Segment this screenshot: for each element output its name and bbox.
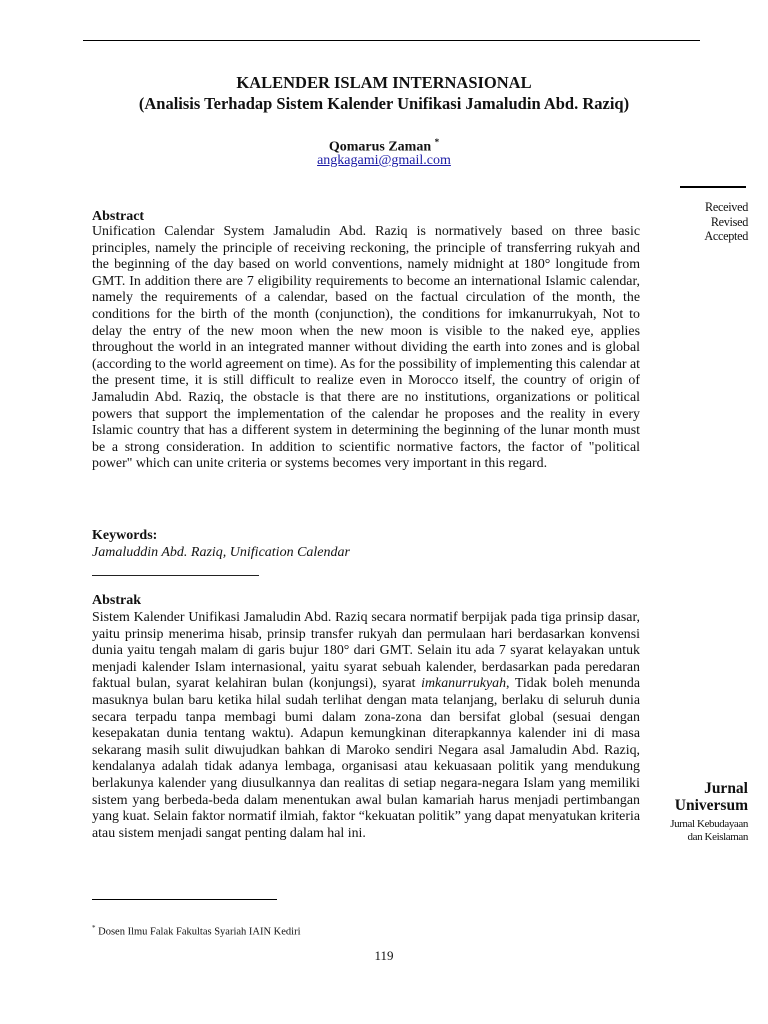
abstract-heading: Abstract [92, 209, 145, 224]
abstrak-text-part2: , Tidak boleh menunda masuknya bulan baru ketika hilal sudah terlihat dengan mata telanjang, berlaku di seluruh dunia secara terpadu tanpa membagi bumi dalam zona-zona dan bersifat global (sesuai dengan kesepakatan dunia tentang waktu). Adapun kemungkinan diterapkannya kalender ini di masa sekarang masih sulit diwujudkan bahkan di Maroko sendiri Negara asal Jamaludin Abd. Raziq, kendalanya adalah tidak adanya lembaga, organisasi atau kekuasaan politik yang mendukung berlakunya kalender yang diusulkannya dan realitas di setiap negara-negara Islam yang memiliki sistem yang berbeda-beda dalam menentukan awal bulan kamariah harus menjadi pertimbangan yang kuat. Selain faktor normatif ilmiah, faktor “kekuatan politik” yang dapat menyatukan kriteria atau sistem menjadi sangat penting dalam hal ini. [92, 676, 640, 841]
top-rule [83, 40, 700, 41]
abstrak-text-part1: Sistem Kalender Unifikasi Jamaludin Abd. Raziq secara normatif berpijak pada tiga prinsip dasar, yaitu prinsip menerima hisab, prinsip transfer rukyah dan permulaan hari berdasarkan konvensi dunia yaitu tengah malam di garis bujur 180° dari GMT. Selain itu ada 7 syarat kelayakan untuk menjadi kalender Islam internasional, yaitu syarat sebuah kalender, berdasarkan pada peredaran faktual bulan, syarat kelahiran bulan (konjungsi), syarat [92, 610, 640, 692]
abstrak-text [92, 610, 640, 842]
abstrak-italic-term: imkanurrukyah [421, 676, 507, 692]
journal-sub-line1: Jurnal Kebudayaan [670, 818, 748, 830]
keywords-heading: Keywords: [92, 528, 158, 543]
footnote [92, 924, 301, 938]
journal-logo-name [675, 780, 748, 814]
abstrak-heading: Abstrak [92, 593, 142, 608]
paper-subtitle: (Analisis Terhadap Sistem Kalender Unifikasi Jamaludin Abd. Raziq) [138, 94, 630, 113]
received-label: Received [705, 200, 748, 214]
journal-name-line2: Universum [674, 797, 748, 814]
journal-sub-line2: dan Keislaman [687, 831, 748, 843]
side-rule [680, 186, 746, 188]
footnote-rule [92, 899, 277, 900]
paper-title: KALENDER ISLAM INTERNASIONAL [236, 73, 532, 92]
abstract-text: Unification Calendar System Jamaludin Abd. Raziq is normatively based on three basic principles, namely the principle of receiving reckoning, the principle of transferring rukyah and the beginning of the day based on world conventions, namely midnight at 180° longitude from GMT. In addition there are 7 eligibility requirements to become an international Islamic calendar, namely the requirements of a calendar, based on the factual circulation of the month, the conditions for the birth of the month (conjunction), the conditions for imkanurrukyah, Not to delay the entry of the new moon when the new moon is visible to the naked eye, applies throughout the world in an integrated manner without dividing the earth into zones and is global (according to the world agreement on time). As for the possibility of implementing this calendar at the present time, it is still difficult to realize even in Morocco itself, the country of origin of Jamaludin Abd. Raziq, the obstacle is that there are no institutions, organizations or political powers that support the implementation of the calendar he proposes and the reality in every Islamic country that has a different system in determining the beginning of the lunar month must be a strong consideration. In addition to scientific normative factors, the factor of "political power" which can unite criteria or systems becomes very important in this regard. [92, 224, 640, 472]
revised-label: Revised [710, 214, 748, 229]
journal-name-line1: Jurnal [704, 780, 748, 797]
journal-subtitle [670, 818, 748, 844]
page-number: 119 [374, 948, 394, 963]
keywords-text: Jamaluddin Abd. Raziq, Unification Calendar [92, 545, 350, 560]
article-dates [704, 200, 748, 244]
author-name: Qomarus Zaman [328, 139, 432, 155]
footnote-text: Dosen Ilmu Falak Fakultas Syariah IAIN Kediri [95, 926, 301, 938]
keywords-divider [92, 575, 259, 576]
footnote-mark: * [92, 924, 96, 932]
author-email-link[interactable]: angkagami@gmail.com [317, 153, 451, 168]
accepted-label: Accepted [704, 229, 748, 243]
author-footnote-mark[interactable]: * [434, 137, 440, 147]
